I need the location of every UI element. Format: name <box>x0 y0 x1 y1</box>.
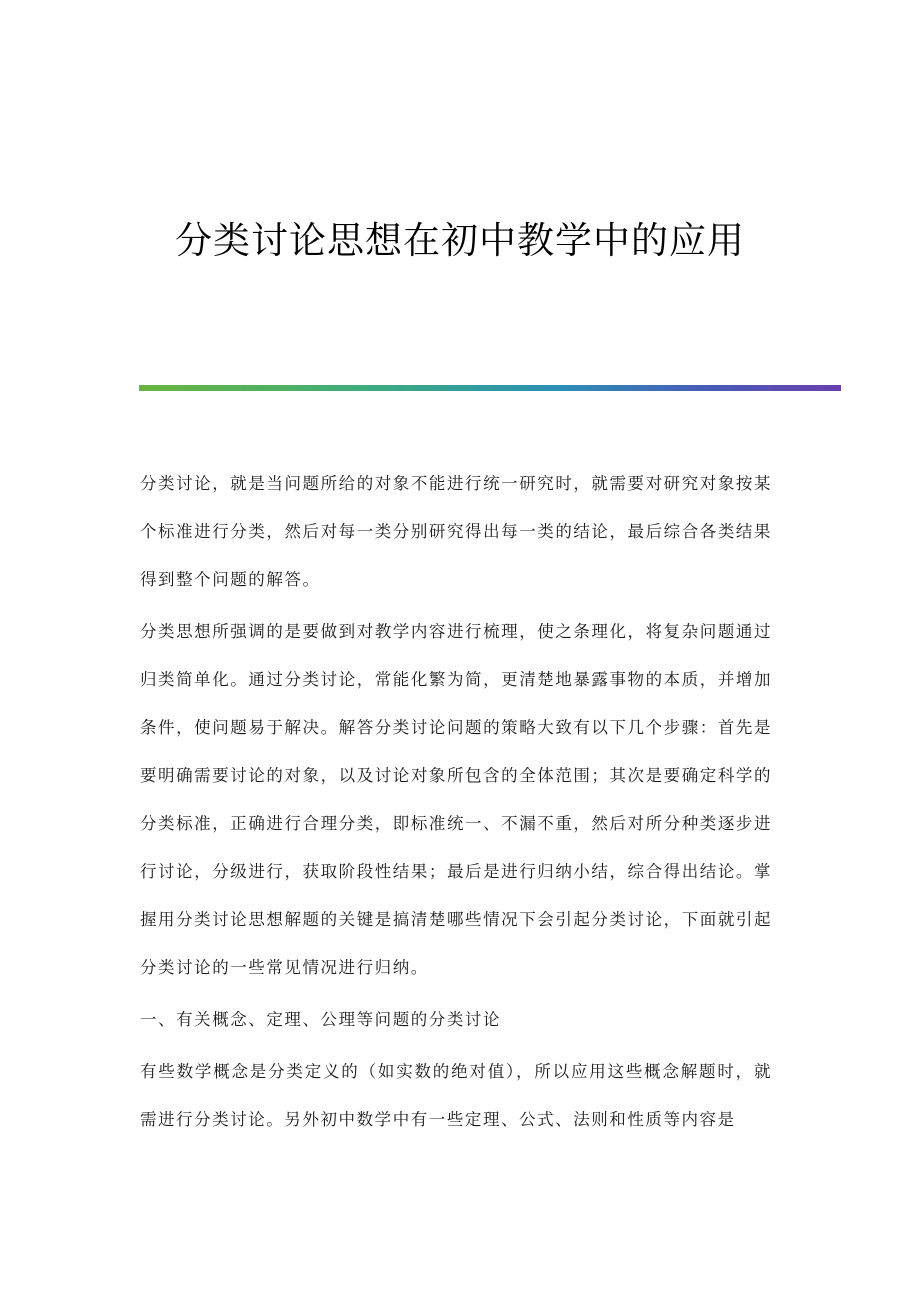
paragraph-strategy: 分类思想所强调的是要做到对教学内容进行梳理，使之条理化，将复杂问题通过归类简单化。通过分类讨论，常能化繁为简，更清楚地暴露事物的本质，并增加条件，使问题易于解决。解答分类讨论问题的策略大致有以下几个步骤：首先是要明确需要讨论的对象，以及讨论对象所包含的全体范围；其次是要确定科学的分类标准，正确进行合理分类，即标准统一、不漏不重，然后对所分种类逐步进行讨论，分级进行，获取阶段性结果；最后是进行归纳小结，综合得出结论。掌握用分类讨论思想解题的关键是搞清楚哪些情况下会引起分类讨论，下面就引起分类讨论的一些常见情况进行归纳。 <box>140 622 772 977</box>
paragraph-definition: 分类讨论，就是当问题所给的对象不能进行统一研究时，就需要对研究对象按某个标准进行分类，然后对每一类分别研究得出每一类的结论，最后综合各类结果得到整个问题的解答。 <box>140 474 772 589</box>
document-title: 分类讨论思想在初中教学中的应用 <box>175 219 745 262</box>
section-heading: 一、有关概念、定理、公理等问题的分类讨论 <box>140 1010 501 1029</box>
section-paragraph: 有些数学概念是分类定义的（如实数的绝对值），所以应用这些概念解题时，就需进行分类讨论。另外初中数学中有一些定理、公式、法则和性质等内容是 <box>140 1062 772 1129</box>
document-body <box>140 460 772 1148</box>
title-divider <box>139 385 841 391</box>
